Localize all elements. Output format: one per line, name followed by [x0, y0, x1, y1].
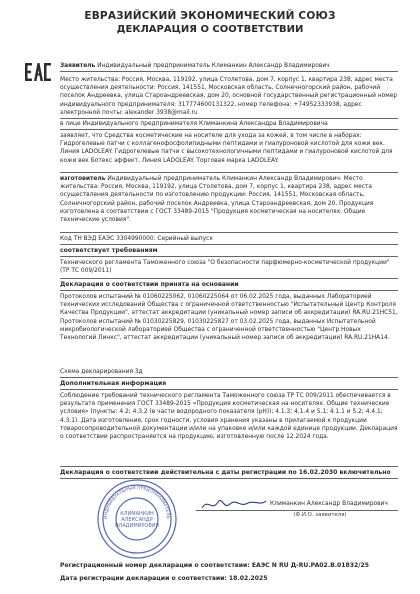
registration-number-label: Регистрационный номер декларации о соответствии: [60, 562, 250, 569]
divider [60, 278, 398, 279]
applicant-signature [198, 494, 268, 514]
declaration-title: ДЕКЛАРАЦИЯ О СООТВЕТСТВИИ [116, 24, 304, 35]
registration-date-label: Дата регистрации декларации о соответствии: [60, 575, 227, 582]
divider [60, 244, 398, 245]
divider [60, 389, 398, 390]
divider [60, 232, 398, 233]
manufacturer-row [60, 175, 398, 224]
divider [60, 129, 398, 130]
manufacturer-value: Индивидуальный предприниматель Климанкин Александр Владимирович. Место жительства: Россия, Москва, 119192, улица Столетова, дом 7, корпус 1, квартира 238, адрес места осуществления деятельности по изготовлению продукции: Россия, 141551, Московская область, Солнечногорский район, рабочий поселок Андреевка, улица Староандреевская, дом 20. Продукция изготовлена в соответствии с ГОСТ 33489-2015 "Продукция косметическая на носителях. Общие технические условия". [60, 176, 376, 224]
eac-logo-icon [24, 58, 52, 86]
tn-ved-code: Код ТН ВЭД ЕАЭС 3304990000. Серийный выпуск [60, 236, 213, 242]
applicant-label: Заявитель [60, 63, 96, 69]
stamp-line: ВЛАДИМИРОВИЧ [115, 523, 159, 529]
additional-info-text: Соблюдение требований технического регламента Таможенного союза ТР ТС 009/2011 обеспечивается в результате применения ГОСТ 33489-2015 «Продукция косметическая на носителях. Общие технические условия» (пункты: 4.2; 4.3.2 (в части водородного показателя (рН)); 4.1.3; 4.1.4 и 5.1; 4.1.1 и 5.2; 4.4.1; 4.3.1). Дата изготовления, срок годности, условия хранения указаны в прилагаемой к продукции товаросопроводительной документации и/или на упаковке и/или каждой единице продукции. Декларация о соответствии распространяется на продукцию, изготовленную после 12.2024 года. [60, 393, 400, 441]
divider [60, 118, 398, 119]
declaration-scheme: Схема декларирования 3д [60, 369, 143, 375]
applicant-row [60, 62, 398, 70]
applicant-address: Место жительства: Россия, Москва, 119192, улица Столетова, дом 7, корпус 1, квартира 238, адрес места осуществления деятельности: Россия, 141551, Московская область, Солнечногорский район, рабочий поселок Андреевка, улица Староандреевская, дом 20, основной государственный регистрационный номер индивидуального предпринимателя: 317774600131322, номер телефона: +74952333938, адрес электронной почты: alexander 3938@mail.ru [60, 77, 399, 116]
document-header [14, 8, 406, 44]
applicant-seal-stamp [96, 478, 178, 560]
divider [60, 377, 398, 378]
validity-text: Декларация о соответствии действительна с даты регистрации по 16.02.2030 включительно [60, 469, 391, 476]
union-title: ЕВРАЗИЙСКИЙ ЭКОНОМИЧЕСКИЙ СОЮЗ [84, 10, 336, 22]
requirements-text: Технического регламента Таможенного союза "О безопасности парфюмерно-косметической продукции" (ТР ТС 009/2011) [60, 260, 392, 275]
stamp-line: АЛЕКСАНДР [121, 517, 153, 523]
basis-text: Протоколов испытаний № 01060225062, 01060225064 от 06.02.2025 года, выданных Лабораторией технических исследований Общества с ограниченной ответственностью "Испытательный Центр Контроля Качества Продукции", аттестат аккредитации (уникальный номер записи об аккредитации) RA.RU.21HC51, Протоколов испытаний № 01030225829, 01030225827 от 03.02.2025 года, выданных Испытательной микробиологической лабораторией Общества с ограниченной ответственностью "Центр Новых Технологий Линкс", аттестат аккредитации (уникальный номер записи об аккредитации) RA.RU.21HA14. [60, 294, 400, 342]
stamp-line: КЛИМАНКИН [120, 511, 154, 517]
divider [60, 71, 398, 72]
registration-number-value: ЕАЭС N RU Д-RU.PA02.B.01832/25 [251, 562, 369, 569]
divider [60, 172, 398, 173]
manufacturer-label: изготовитель [60, 176, 106, 182]
signer-caption: (Ф.И.О. заявителя) [293, 512, 347, 518]
additional-info-label: Дополнительная информация [60, 380, 167, 387]
applicant-value: Индивидуальный предприниматель Климанкин Александр Владимирович [97, 63, 330, 69]
divider [60, 466, 398, 467]
requirements-label: соответствует требованиям [60, 247, 158, 254]
stamp-arc-text: ИНДИВИДУАЛЬНЫЙ ПРЕДПРИНИМАТЕЛЬ [103, 485, 171, 519]
divider [60, 290, 398, 291]
registration-date-row [60, 575, 398, 583]
product-declaration: заявляет, что Средства косметические на носителе для ухода за кожей, в том числе в наборах: Гидрогелевые патчи с коллагенофосфолипидными пептидами и гиалуроновой кислотой для кожи век. Линия LADOLEAY. Гидрогелевые патчи с высокотехнологичными пептидами и гиалуроновой кислотой для кожи век Ботекс эффект. Линия LADOLEAY. Торговая марка LADOLEAY. [60, 133, 395, 164]
divider [60, 256, 398, 257]
signer-name: Климанкин Александр Владимирович [270, 501, 388, 507]
represented-by: в лице Индивидуального предпринимателя Климанкина Александра Владимировича [60, 121, 328, 127]
registration-date-value: 18.02.2025 [228, 575, 268, 582]
basis-label: Декларация о соответствии принята на основании [60, 281, 239, 288]
registration-number-row [60, 562, 398, 570]
